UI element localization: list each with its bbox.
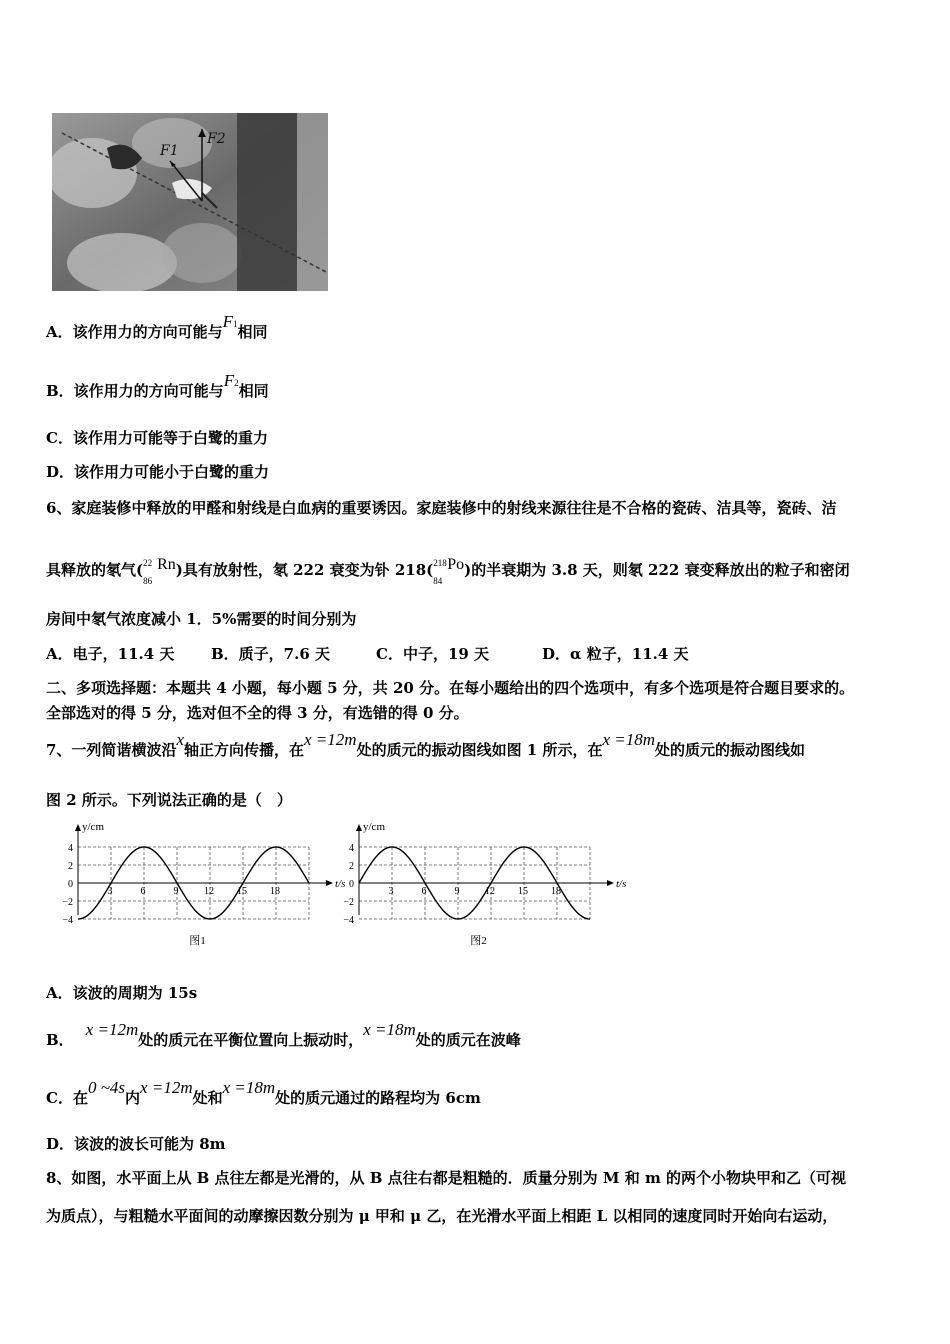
polonium-nuclide: 218 84 Po xyxy=(433,556,465,586)
option-a-prefix: A．该作用力的方向可能与 xyxy=(46,323,223,341)
q6-line2: 具释放的氡气( 22 86 Rn)具有放射性，氡 222 衰变为钋 218( 218 84 Po)的半衰期为 3.8 天，则氡 222 衰变释放出的粒子和密闭 xyxy=(46,556,850,586)
position-12m: x =12m xyxy=(304,730,357,749)
position-18m: x =18m xyxy=(602,730,655,749)
q7-option-b[interactable]: B．x =12m处的质元在平衡位置向上振动时，x =18m处的质元在波峰 xyxy=(46,1020,521,1049)
q5-option-b[interactable] xyxy=(46,371,269,403)
q5-option-c[interactable]: C．该作用力可能等于白鹭的重力 xyxy=(46,429,268,447)
y-tick-label: −4 xyxy=(62,915,73,926)
section2-line1: 二、多项选择题：本题共 4 小题，每小题 5 分，共 20 分。在每小题给出的四个选项中，有多个选项是符合题目要求的。 xyxy=(46,679,855,697)
q6-option-b[interactable]: B．质子，7.6 天 xyxy=(211,645,330,663)
y-axis-arrow xyxy=(75,824,81,831)
x-tick-label: 9 xyxy=(454,886,460,897)
y-tick-label: 0 xyxy=(68,879,73,890)
x-tick-label: 15 xyxy=(237,886,247,897)
x-tick-label: 9 xyxy=(173,886,179,897)
y-axis-arrow xyxy=(356,824,362,831)
x-axis-label: t/s xyxy=(335,878,346,890)
figure-caption: 图2 xyxy=(470,935,487,947)
force-label-f2: F2 xyxy=(207,131,226,147)
x-axis-label: t/s xyxy=(616,878,627,890)
figure2-vibration-graph xyxy=(337,818,627,954)
q5-option-a[interactable] xyxy=(46,312,268,344)
x-tick-label: 15 xyxy=(518,886,528,897)
x-tick-label: 6 xyxy=(421,886,427,897)
y-tick-label: −2 xyxy=(343,897,354,908)
q6-option-a[interactable]: A．电子，11.4 天 xyxy=(46,645,175,663)
x-axis-arrow xyxy=(326,880,333,886)
option-b-prefix: B．该作用力的方向可能与 xyxy=(46,382,224,400)
q6-option-c[interactable]: C．中子，19 天 xyxy=(376,645,490,663)
option-b-suffix: 相同 xyxy=(238,382,269,400)
x-tick-label: 12 xyxy=(485,886,495,897)
figure1-vibration-graph xyxy=(56,818,346,954)
x-tick-label: 18 xyxy=(270,886,280,897)
q7-option-a[interactable]: A．该波的周期为 15s xyxy=(46,984,198,1002)
egret-photo xyxy=(52,113,328,291)
q5-option-d[interactable]: D．该作用力可能小于白鹭的重力 xyxy=(46,463,270,481)
q6-line3: 房间中氡气浓度减小 1．5%需要的时间分别为 xyxy=(46,610,357,628)
q8-line2: 为质点），与粗糙水平面间的动摩擦因数分别为 μ 甲和 μ 乙，在光滑水平面上相距 L 以相同的速度同时开始向右运动， xyxy=(46,1207,838,1225)
x-axis-arrow xyxy=(607,880,614,886)
q7-line1: 7、一列简谐横波沿x轴正方向传播，在x =12m处的质元的振动图线如图 1 所示，在x =18m处的质元的振动图线如 xyxy=(46,730,806,759)
x-tick-label: 3 xyxy=(388,886,394,897)
section2-line2: 全部选对的得 5 分，选对但不全的得 3 分，有选错的得 0 分。 xyxy=(46,704,469,722)
q7-line2: 图 2 所示。下列说法正确的是（ ） xyxy=(46,791,292,809)
egret-photo-image xyxy=(52,113,328,291)
y-tick-label: 0 xyxy=(349,879,354,890)
y-tick-label: 4 xyxy=(68,843,73,854)
force-f2-symbol: F2 xyxy=(223,371,239,390)
y-tick-label: 2 xyxy=(68,861,73,872)
radon-nuclide: 22 86 Rn xyxy=(143,556,176,586)
x-tick-label: 12 xyxy=(204,886,214,897)
q6-option-d[interactable]: D．α 粒子，11.4 天 xyxy=(542,645,689,663)
force-f1-symbol: F1 xyxy=(222,312,238,331)
x-axis-symbol: x xyxy=(176,730,184,749)
force-label-f1: F1 xyxy=(160,143,179,159)
y-axis-label: y/cm xyxy=(363,821,385,833)
q7-option-d[interactable]: D．该波的波长可能为 8m xyxy=(46,1135,226,1153)
option-a-suffix: 相同 xyxy=(237,323,268,341)
q6-line1: 6、家庭装修中释放的甲醛和射线是白血病的重要诱因。家庭装修中的射线来源往往是不合格的瓷砖、洁具等，瓷砖、洁 xyxy=(46,499,837,517)
x-tick-label: 3 xyxy=(107,886,113,897)
y-tick-label: −2 xyxy=(62,897,73,908)
x-tick-label: 6 xyxy=(140,886,146,897)
y-axis-label: y/cm xyxy=(82,821,104,833)
figure-caption: 图1 xyxy=(189,935,206,947)
y-tick-label: −4 xyxy=(343,915,354,926)
x-tick-label: 18 xyxy=(551,886,561,897)
q7-option-c[interactable]: C．在0 ~4s内x =12m处和x =18m处的质元通过的路程均为 6cm xyxy=(46,1078,481,1107)
q8-line1: 8、如图，水平面上从 B 点往左都是光滑的，从 B 点往右都是粗糙的．质量分别为 M 和 m 的两个小物块甲和乙（可视 xyxy=(46,1169,847,1187)
y-tick-label: 2 xyxy=(349,861,354,872)
y-tick-label: 4 xyxy=(349,843,354,854)
